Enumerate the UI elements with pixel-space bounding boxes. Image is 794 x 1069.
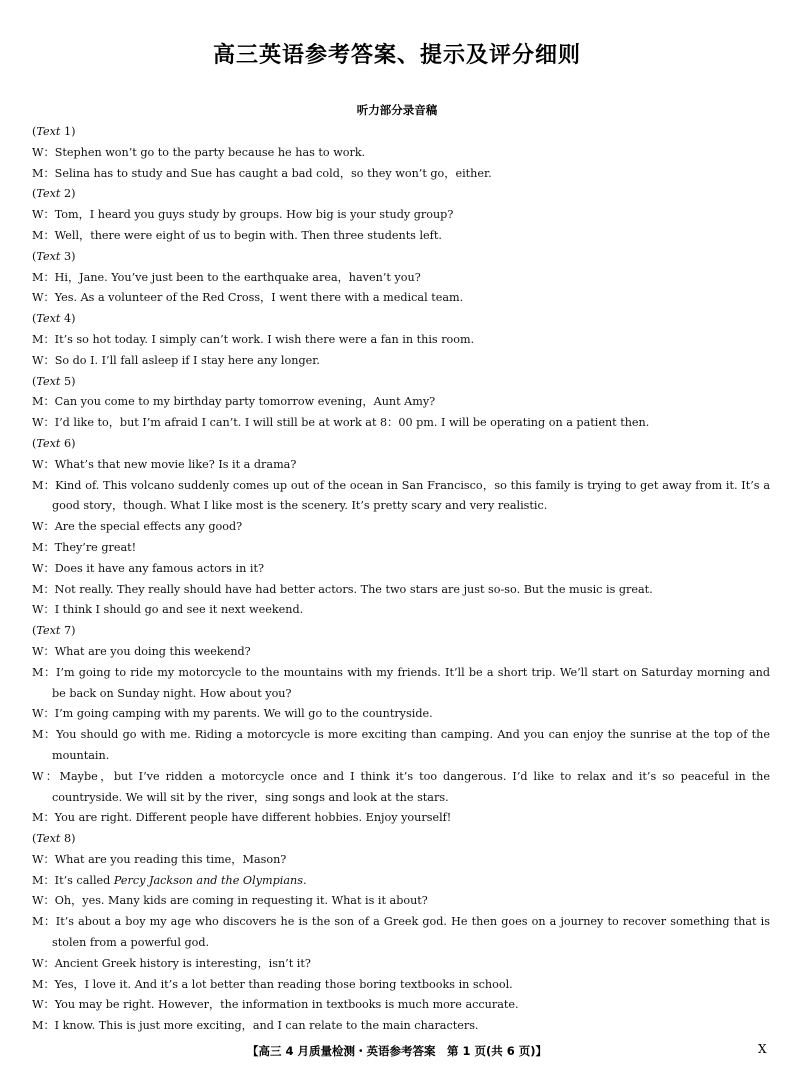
dialogue-line [32,954,770,975]
speaker-label: M： [32,873,55,887]
text-header [32,621,770,642]
speaker-label: M： [32,228,55,242]
speaker-label: M： [32,811,55,825]
dialogue-text: It’s called [54,873,114,887]
dialogue-text: Oh，yes. Many kids are coming in requesting it. What is it about? [54,894,428,908]
dialogue-text: Hi，Jane. You’ve just been to the earthquake area，haven’t you? [54,270,421,284]
dialogue-text: It’s about a boy my age who discovers he is the son of a Greek god. He then goes on a journey to recover something that is stolen from a powerful god. [52,915,770,950]
dialogue-line [32,455,770,476]
text-header [32,122,770,143]
speaker-label: M： [32,332,55,346]
text-header-word: Text [36,187,61,201]
dialogue-line [32,288,770,309]
speaker-label: W： [32,416,55,430]
speaker-label: M： [32,395,55,409]
speaker-label: M： [32,1019,55,1033]
text-header-number: 3) [60,249,76,263]
text-header-open: ( [32,187,37,201]
dialogue-text: Yes，I love it. And it’s a lot better than reading those boring textbooks in school. [54,977,513,991]
text-header-open: ( [32,125,37,138]
dialogue-line [32,517,770,538]
dialogue-text: I know. This is just more exciting，and I can relate to the main characters. [54,1019,479,1033]
section-subtitle: 听力部分录音稿 [356,103,438,117]
dialogue-line [32,642,770,663]
dialogue-line [32,995,770,1016]
text-header-word: Text [36,312,61,326]
speaker-label: W： [32,603,55,617]
dialogue-line [32,268,770,289]
book-title: Percy Jackson and the Olympians [113,873,303,887]
speaker-label: W： [32,956,55,970]
dialogue-line [32,559,770,580]
dialogue-line [32,850,770,871]
speaker-label: M： [32,582,55,596]
speaker-label: M： [32,478,56,492]
speaker-label: M： [32,166,55,180]
text-header [32,434,770,455]
dialogue-text: I’m going camping with my parents. We will go to the countryside. [54,707,433,721]
dialogue-text: Well，there were eight of us to begin with. Then three students left. [54,228,442,242]
dialogue-text-end: . [302,873,307,887]
text-header-number: 6) [60,436,76,450]
speaker-label: W： [32,644,55,658]
text-header-open: ( [32,624,37,638]
speaker-label: W： [32,561,55,575]
dialogue-text: Not really. They really should have had better actors. The two stars are just so-so. But the music is great. [54,582,653,596]
dialogue-line [32,1016,770,1037]
dialogue-line [32,704,770,725]
dialogue-line [32,808,770,829]
dialogue-text: You should go with me. Riding a motorcycle is more exciting than camping. And you can enjoy the sunrise at the top of the mountain. [52,728,770,762]
listening-transcript [32,122,770,1037]
dialogue-text: I’d like to，but I’m afraid I can’t. I will still be at work at 8：00 pm. I will be operating on a patient then. [54,416,650,430]
text-header [32,247,770,268]
speaker-label: M： [32,728,57,742]
dialogue-text: What are you doing this weekend? [54,644,251,658]
dialogue-line [32,538,770,559]
text-header-open: ( [32,312,37,326]
speaker-label: W： [32,707,55,721]
speaker-label: M： [32,540,55,554]
dialogue-line [32,663,770,705]
speaker-label: W： [32,208,55,222]
dialogue-text: Stephen won’t go to the party because he has to work. [54,145,366,159]
dialogue-line [32,725,770,767]
speaker-label: W： [32,520,55,534]
footer-mark: X [758,1042,767,1056]
dialogue-text: You may be right. However，the information in textbooks is much more accurate. [54,998,519,1012]
text-header [32,184,770,205]
dialogue-text: Tom，I heard you guys study by groups. How big is your study group? [54,208,454,222]
text-header-number: 1) [60,125,76,138]
speaker-label: W： [32,852,55,866]
dialogue-text: Does it have any famous actors in it? [54,561,264,575]
text-header-open: ( [32,436,37,450]
dialogue-text: Selina has to study and Sue has caught a bad cold，so they won’t go，either. [54,166,492,180]
dialogue-text: I’m going to ride my motorcycle to the mountains with my friends. It’ll be a short trip. We’ll start on Saturday morning and be back on Sunday night. How about you? [52,665,770,700]
text-header-word: Text [36,832,61,846]
dialogue-line [32,476,770,518]
dialogue-line [32,351,770,372]
dialogue-text: So do I. I’ll fall asleep if I stay here any longer. [54,353,320,367]
dialogue-text: Can you come to my birthday party tomorrow evening，Aunt Amy? [54,395,436,409]
dialogue-text: Kind of. This volcano suddenly comes up out of the ocean in San Francisco，so this family is trying to get away from it. It’s a good story，though. What I like most is the scenery. It’s pretty scary and very realistic. [52,478,770,513]
dialogue-line [32,975,770,996]
dialogue-line [32,226,770,247]
dialogue-text: It’s so hot today. I simply can’t work. I wish there were a fan in this room. [54,332,475,346]
dialogue-text: Maybe，but I’ve ridden a motorcycle once and I think it’s too dangerous. I’d like to relax and it’s so peaceful in the countryside. We will sit by the river，sing songs and look at the stars. [52,769,770,804]
dialogue-line [32,330,770,351]
speaker-label: M： [32,915,56,929]
dialogue-line [32,912,770,954]
speaker-label: W： [32,769,60,783]
dialogue-text: I think I should go and see it next weekend. [54,603,304,617]
dialogue-line [32,392,770,413]
speaker-label: M： [32,977,55,991]
dialogue-text: Are the special effects any good? [54,520,243,534]
speaker-label: W： [32,894,55,908]
text-header-open: ( [32,374,37,388]
text-header-word: Text [36,125,61,138]
dialogue-line [32,891,770,912]
speaker-label: W： [32,998,55,1012]
text-header-word: Text [36,374,61,388]
dialogue-text: What’s that new movie like? Is it a drama? [54,457,297,471]
dialogue-line [32,413,770,434]
text-header-word: Text [36,624,61,638]
dialogue-line [32,580,770,601]
text-header-word: Text [36,249,61,263]
text-header [32,372,770,393]
text-header-number: 4) [60,312,76,326]
text-header [32,829,770,850]
dialogue-text: You are right. Different people have different hobbies. Enjoy yourself! [54,811,452,825]
page-footer: 【高三 4 月质量检测・英语参考答案 第 1 页(共 6 页)】 [246,1044,548,1058]
dialogue-text: They’re great! [54,540,137,554]
text-header-number: 7) [60,624,76,638]
speaker-label: W： [32,291,55,305]
text-header-number: 5) [60,374,76,388]
page-title: 高三英语参考答案、提示及评分细则 [212,43,581,68]
speaker-label: W： [32,145,55,159]
text-header [32,309,770,330]
dialogue-line [32,871,770,892]
dialogue-line [32,600,770,621]
dialogue-line [32,164,770,185]
speaker-label: M： [32,665,56,679]
dialogue-text: Yes. As a volunteer of the Red Cross，I went there with a medical team. [54,291,464,305]
dialogue-line [32,205,770,226]
text-header-number: 8) [60,832,76,846]
speaker-label: W： [32,457,55,471]
text-header-open: ( [32,249,37,263]
text-header-word: Text [36,436,61,450]
dialogue-line [32,143,770,164]
speaker-label: W： [32,353,55,367]
text-header-number: 2) [60,187,76,201]
text-header-open: ( [32,832,37,846]
dialogue-text: Ancient Greek history is interesting，isn’t it? [54,956,311,970]
dialogue-line [32,767,770,809]
speaker-label: M： [32,270,55,284]
dialogue-text: What are you reading this time，Mason? [54,852,287,866]
